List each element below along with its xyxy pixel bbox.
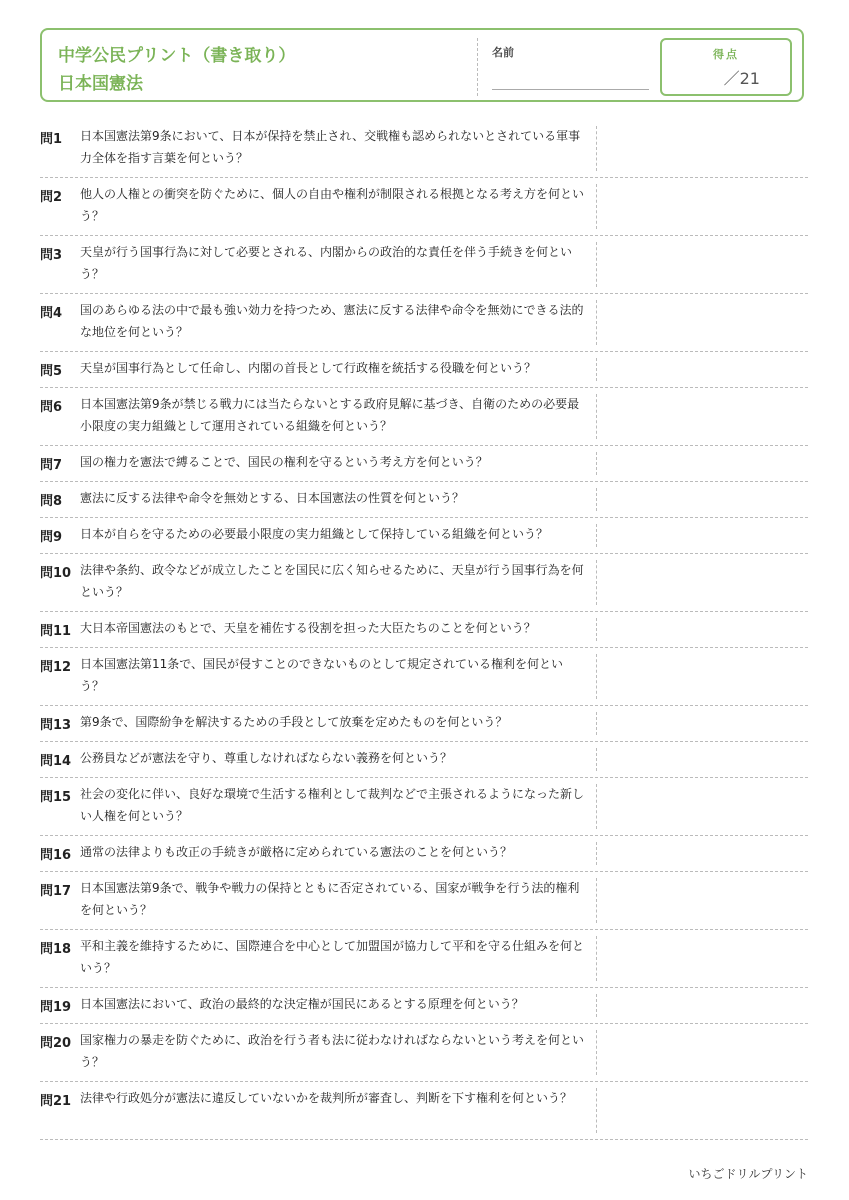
answer-field[interactable] xyxy=(596,488,597,511)
question-number: 問2 xyxy=(40,190,63,205)
question-row xyxy=(40,352,808,388)
question-row xyxy=(40,482,808,518)
question-number: 問13 xyxy=(40,718,72,733)
worksheet-subtitle: 日本国憲法 xyxy=(58,74,143,94)
question-text: 天皇が行う国事行為に対して必要とされる、内閣からの政治的な責任を伴う手続きを何という？ xyxy=(80,245,573,281)
question-row xyxy=(40,988,808,1024)
question-row xyxy=(40,294,808,352)
question-row xyxy=(40,446,808,482)
question-text: 日本国憲法第9条が禁じる戦力には当たらないとする政府見解に基づき、自衛のための必要最小限度の実力組織として運用されている組織を何という？ xyxy=(80,397,580,433)
answer-field[interactable] xyxy=(596,560,597,605)
answer-field[interactable] xyxy=(596,452,597,475)
answer-field[interactable] xyxy=(596,784,597,829)
footer-brand: いちごドリルプリント xyxy=(688,1167,808,1181)
answer-field[interactable] xyxy=(596,126,597,171)
question-text: 平和主義を維持するために、国際連合を中心として加盟国が協力して平和を守る仕組みを何という？ xyxy=(80,939,585,975)
question-row xyxy=(40,236,808,294)
question-row xyxy=(40,1024,808,1082)
question-row xyxy=(40,872,808,930)
answer-field[interactable] xyxy=(596,1088,597,1133)
score-total: ／21 xyxy=(723,69,760,88)
answer-field[interactable] xyxy=(596,936,597,981)
question-number: 問3 xyxy=(40,248,63,263)
question-row xyxy=(40,706,808,742)
question-row xyxy=(40,518,808,554)
question-text: 社会の変化に伴い、良好な環境で生活する権利として裁判などで主張されるようになった新しい人権を何という？ xyxy=(80,787,585,823)
question-row xyxy=(40,120,808,178)
question-row xyxy=(40,1082,808,1140)
question-number: 問21 xyxy=(40,1094,72,1109)
question-text: 日本国憲法第9条において、日本が保持を禁止され、交戦権も認められないとされている軍事力全体を指す言葉を何という？ xyxy=(80,129,581,165)
question-number: 問11 xyxy=(40,624,72,639)
question-number: 問12 xyxy=(40,660,72,675)
question-row xyxy=(40,388,808,446)
answer-field[interactable] xyxy=(596,1030,597,1075)
answer-field[interactable] xyxy=(596,524,597,547)
question-text: 日本国憲法において、政治の最終的な決定権が国民にあるとする原理を何という？ xyxy=(80,997,524,1011)
name-label: 名前 xyxy=(492,46,514,59)
question-row xyxy=(40,612,808,648)
worksheet-title: 中学公民プリント（書き取り） xyxy=(58,46,296,66)
question-row xyxy=(40,178,808,236)
score-box xyxy=(660,38,792,96)
answer-field[interactable] xyxy=(596,618,597,641)
answer-field[interactable] xyxy=(596,654,597,699)
question-text: 公務員などが憲法を守り、尊重しなければならない義務を何という？ xyxy=(80,751,453,765)
question-row xyxy=(40,648,808,706)
question-row xyxy=(40,554,808,612)
score-label: 得点 xyxy=(713,48,739,61)
question-number: 問7 xyxy=(40,458,63,473)
question-text: 国のあらゆる法の中で最も強い効力を持つため、憲法に反する法律や命令を無効にできる法的な地位を何という？ xyxy=(80,303,584,339)
answer-field[interactable] xyxy=(596,394,597,439)
question-text: 日本が自らを守るための必要最小限度の実力組織として保持している組織を何という？ xyxy=(80,527,549,541)
question-row xyxy=(40,778,808,836)
question-number: 問5 xyxy=(40,364,63,379)
question-row xyxy=(40,742,808,778)
question-number: 問16 xyxy=(40,848,72,863)
question-number: 問6 xyxy=(40,400,63,415)
question-number: 問17 xyxy=(40,884,72,899)
question-text: 法律や条約、政令などが成立したことを国民に広く知らせるために、天皇が行う国事行為を何という？ xyxy=(80,563,584,599)
question-number: 問8 xyxy=(40,494,63,509)
question-number: 問20 xyxy=(40,1036,72,1051)
answer-field[interactable] xyxy=(596,184,597,229)
answer-field[interactable] xyxy=(596,358,597,381)
worksheet-header xyxy=(40,28,804,102)
question-row xyxy=(40,930,808,988)
name-field[interactable] xyxy=(492,89,649,90)
question-number: 問1 xyxy=(40,132,63,147)
question-text: 憲法に反する法律や命令を無効とする、日本国憲法の性質を何という？ xyxy=(80,491,465,505)
question-row xyxy=(40,836,808,872)
answer-field[interactable] xyxy=(596,300,597,345)
answer-field[interactable] xyxy=(596,712,597,735)
question-text: 天皇が国事行為として任命し、内閣の首長として行政権を統括する役職を何という？ xyxy=(80,361,537,375)
question-number: 問10 xyxy=(40,566,72,581)
question-number: 問18 xyxy=(40,942,72,957)
answer-field[interactable] xyxy=(596,994,597,1017)
question-number: 問19 xyxy=(40,1000,72,1015)
answer-field[interactable] xyxy=(596,242,597,287)
question-text: 大日本帝国憲法のもとで、天皇を補佐する役割を担った大臣たちのことを何という？ xyxy=(80,621,536,635)
answer-field[interactable] xyxy=(596,878,597,923)
question-text: 国の権力を憲法で縛ることで、国民の権利を守るという考え方を何という？ xyxy=(80,455,488,469)
question-text: 他人の人権との衝突を防ぐために、個人の自由や権利が制限される根拠となる考え方を何という？ xyxy=(80,187,585,223)
question-number: 問14 xyxy=(40,754,72,769)
question-text: 第9条で、国際紛争を解決するための手段として放棄を定めたものを何という？ xyxy=(80,715,508,729)
answer-field[interactable] xyxy=(596,748,597,771)
question-list xyxy=(40,120,808,1140)
question-text: 通常の法律よりも改正の手続きが厳格に定められている憲法のことを何という？ xyxy=(80,845,513,859)
question-number: 問4 xyxy=(40,306,63,321)
question-text: 国家権力の暴走を防ぐために、政治を行う者も法に従わなければならないという考えを何という？ xyxy=(80,1033,585,1069)
question-text: 日本国憲法第9条で、戦争や戦力の保持とともに否定されている、国家が戦争を行う法的権利を何という？ xyxy=(80,881,580,917)
question-number: 問9 xyxy=(40,530,63,545)
question-number: 問15 xyxy=(40,790,72,805)
question-text: 法律や行政処分が憲法に違反していないかを裁判所が審査し、判断を下す権利を何という？ xyxy=(80,1091,573,1105)
question-text: 日本国憲法第11条で、国民が侵すことのできないものとして規定されている権利を何という？ xyxy=(80,657,564,693)
answer-field[interactable] xyxy=(596,842,597,865)
header-divider xyxy=(477,38,478,96)
